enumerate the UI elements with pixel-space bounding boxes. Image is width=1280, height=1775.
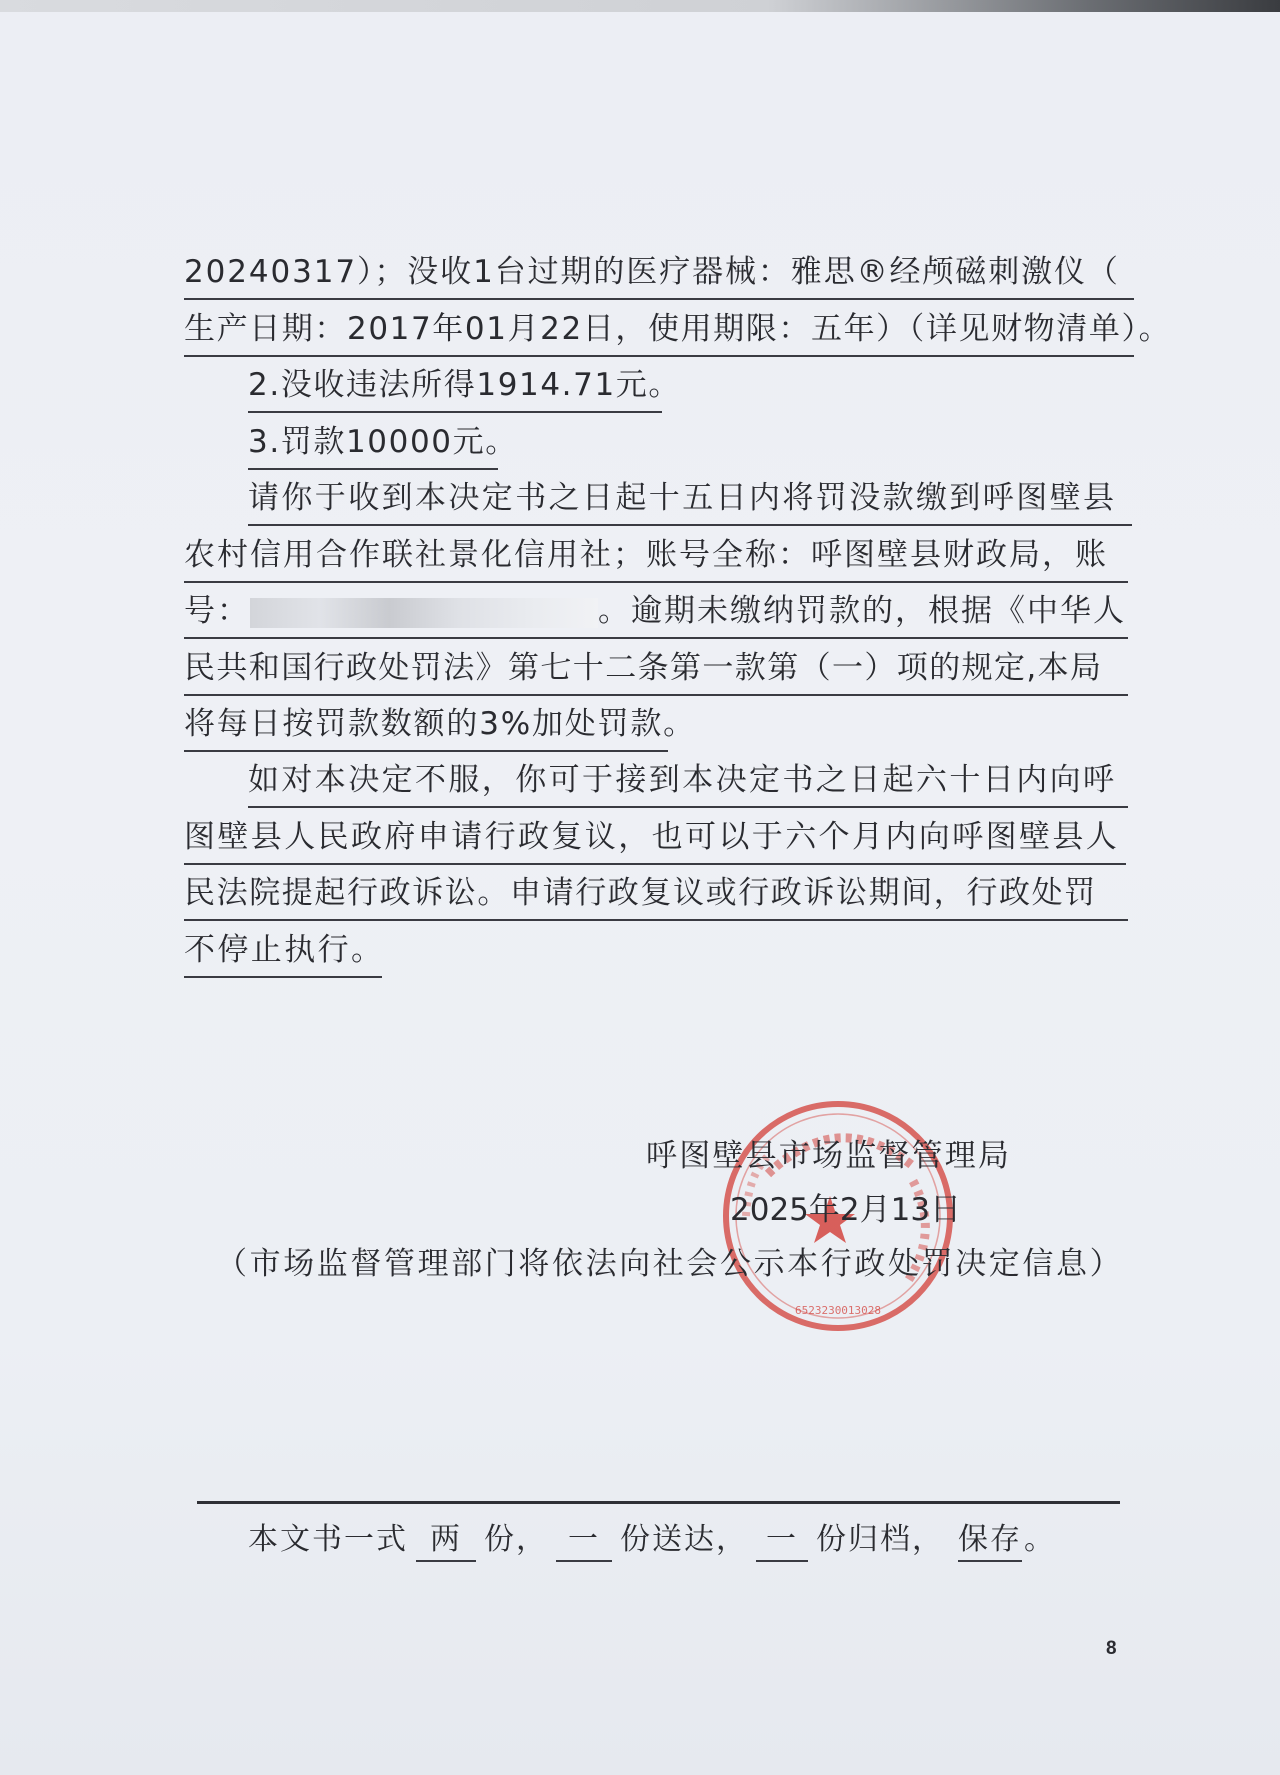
appeal-line: 图壁县人民政府申请行政复议，也可以于六个月内向呼图壁县人 (184, 811, 1126, 865)
svg-text:6523230013028: 6523230013028 (794, 1304, 882, 1317)
overdue-text: 。逾期未缴纳罚款的，根据《中华人 (598, 593, 1126, 629)
payment-line: 民共和国行政处罚法》第七十二条第一款第（一）项的规定,本局 (184, 642, 1128, 696)
appeal-line: 不停止执行。 (184, 924, 382, 978)
kept-word: 保存 (958, 1520, 1022, 1562)
payment-line: 农村信用合作联社景化信用社；账号全称：呼图壁县财政局，账 (184, 529, 1128, 583)
penalty-item-3: 3.罚款10000元。 (248, 416, 498, 470)
page-number: 8 (1106, 1638, 1117, 1659)
body-line: 20240317）；没收1台过期的医疗器械：雅思®经颅磁刺激仪（ (184, 246, 1134, 300)
photo-edge (0, 0, 1280, 12)
account-label: 号： (184, 593, 250, 629)
footer-divider (197, 1501, 1120, 1504)
delivered-count: 一 (556, 1520, 612, 1562)
appeal-line: 民法院提起行政诉讼。申请行政复议或行政诉讼期间，行政处罚 (184, 867, 1128, 921)
body-line: 生产日期：2017年01月22日，使用期限：五年）（详见财物清单）。 (184, 303, 1134, 357)
payment-line-account (184, 585, 1128, 639)
appeal-line: 如对本决定不服，你可于接到本决定书之日起六十日内向呼 (248, 754, 1128, 808)
copies-end: 。 (1024, 1522, 1056, 1557)
account-number-redacted (250, 598, 598, 628)
copies-prefix: 本文书一式 (248, 1522, 408, 1557)
archived-count: 一 (756, 1520, 808, 1562)
payment-line: 将每日按罚款数额的3%加处罚款。 (184, 698, 668, 752)
publicity-notice: （市场监督管理部门将依法向社会公示本行政处罚决定信息） (216, 1246, 1124, 1282)
issuing-authority: 呼图壁县市场监督管理局 (646, 1138, 1012, 1174)
delivered-unit: 份送达， (620, 1522, 748, 1557)
issue-date: 2025年2月13日 (730, 1192, 962, 1228)
archived-unit: 份归档， (816, 1522, 944, 1557)
copies-count: 两 (416, 1520, 476, 1562)
copies-statement (248, 1514, 1056, 1566)
penalty-item-2: 2.没收违法所得1914.71元。 (248, 359, 662, 413)
payment-line: 请你于收到本决定书之日起十五日内将罚没款缴到呼图壁县 (248, 472, 1132, 526)
copies-unit: 份， (484, 1522, 548, 1557)
